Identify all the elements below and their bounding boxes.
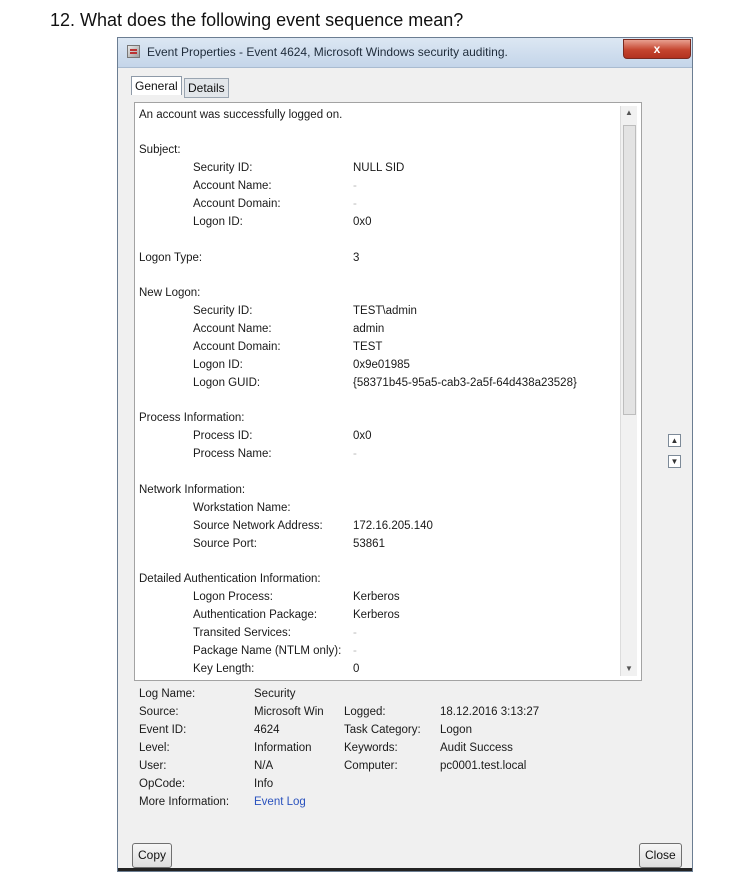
field-value: NULL SID [353, 162, 405, 174]
level-value: Information [254, 742, 312, 754]
user-value: N/A [254, 760, 274, 772]
field-label: Account Domain: [193, 341, 281, 353]
field-label: Security ID: [193, 305, 253, 317]
field-value: 53861 [353, 538, 385, 550]
log-name-value: Security [254, 688, 296, 700]
computer-label: Computer: [344, 760, 398, 772]
event-description-box[interactable] [134, 102, 642, 681]
scroll-up-icon[interactable]: ▲ [625, 108, 633, 117]
level-label: Level: [139, 742, 170, 754]
opcode-value: Info [254, 778, 274, 790]
field-value: - [353, 448, 357, 460]
event-properties-window [117, 37, 693, 872]
field-label: Logon Type: [139, 252, 203, 264]
field-value: 0 [353, 663, 360, 675]
field-label: Key Length: [193, 663, 255, 675]
field-label: Process Name: [193, 448, 272, 460]
section-header: Subject: [139, 144, 181, 156]
field-value: 0x0 [353, 216, 372, 228]
field-label: Security ID: [193, 162, 253, 174]
field-label: Logon ID: [193, 216, 243, 228]
section-header: Process Information: [139, 412, 245, 424]
description-scrollbar[interactable] [620, 106, 637, 676]
field-label: Account Name: [193, 180, 272, 192]
more-info-label: More Information: [139, 796, 230, 808]
field-value: 0x0 [353, 430, 372, 442]
tab-general[interactable]: General [131, 76, 182, 95]
field-value: {58371b45-95a5-cab3-2a5f-64d438a23528} [353, 377, 577, 389]
field-value: - [353, 180, 357, 192]
field-value: TEST [353, 341, 383, 353]
window-bottom-edge [118, 868, 692, 871]
field-value: - [353, 645, 357, 657]
computer-value: pc0001.test.local [440, 760, 527, 772]
question-text: 12. What does the following event sequence mean? [50, 10, 464, 30]
field-label: Package Name (NTLM only): [193, 645, 342, 657]
task-category-label: Task Category: [344, 724, 421, 736]
field-value: TEST\admin [353, 305, 417, 317]
user-label: User: [139, 760, 167, 772]
window-title: Event Properties - Event 4624, Microsoft Windows security auditing. [147, 45, 508, 59]
field-label: Logon ID: [193, 359, 243, 371]
event-id-value: 4624 [254, 724, 280, 736]
field-value: 3 [353, 252, 360, 264]
field-value: Kerberos [353, 591, 400, 603]
section-header: Network Information: [139, 484, 246, 496]
close-button[interactable]: Close [639, 843, 682, 868]
logged-value: 18.12.2016 3:13:27 [440, 706, 540, 718]
field-value: - [353, 627, 357, 639]
field-value: Kerberos [353, 609, 400, 621]
source-label: Source: [139, 706, 179, 718]
field-label: Source Port: [193, 538, 257, 550]
field-label: Authentication Package: [193, 609, 318, 621]
keywords-value: Audit Success [440, 742, 513, 754]
event-id-label: Event ID: [139, 724, 187, 736]
field-label: Logon GUID: [193, 377, 261, 389]
logged-label: Logged: [344, 706, 386, 718]
log-name-label: Log Name: [139, 688, 196, 700]
field-value: 0x9e01985 [353, 359, 410, 371]
field-label: Source Network Address: [193, 520, 323, 532]
previous-event-icon[interactable]: ▲ [668, 434, 681, 447]
event-log-link[interactable]: Event Log [254, 796, 306, 808]
field-label: Account Name: [193, 323, 272, 335]
section-header: New Logon: [139, 287, 201, 299]
field-value: 172.16.205.140 [353, 520, 433, 532]
keywords-label: Keywords: [344, 742, 398, 754]
copy-button[interactable]: Copy [132, 843, 172, 868]
field-label: Workstation Name: [193, 502, 291, 514]
field-value: admin [353, 323, 385, 335]
tab-details[interactable]: Details [184, 78, 229, 98]
field-label: Account Domain: [193, 198, 281, 210]
event-summary: An account was successfully logged on. [139, 109, 343, 121]
source-value: Microsoft Win [254, 706, 324, 718]
event-viewer-icon [127, 45, 140, 58]
next-event-icon[interactable]: ▼ [668, 455, 681, 468]
field-value: - [353, 198, 357, 210]
opcode-label: OpCode: [139, 778, 186, 790]
field-label: Transited Services: [193, 627, 291, 639]
title-bar[interactable] [118, 38, 692, 68]
task-category-value: Logon [440, 724, 472, 736]
field-label: Logon Process: [193, 591, 273, 603]
scroll-thumb[interactable] [623, 125, 636, 415]
field-label: Process ID: [193, 430, 253, 442]
scroll-down-icon[interactable]: ▼ [625, 664, 633, 673]
section-header: Detailed Authentication Information: [139, 573, 321, 585]
window-close-button[interactable]: x [623, 39, 691, 59]
